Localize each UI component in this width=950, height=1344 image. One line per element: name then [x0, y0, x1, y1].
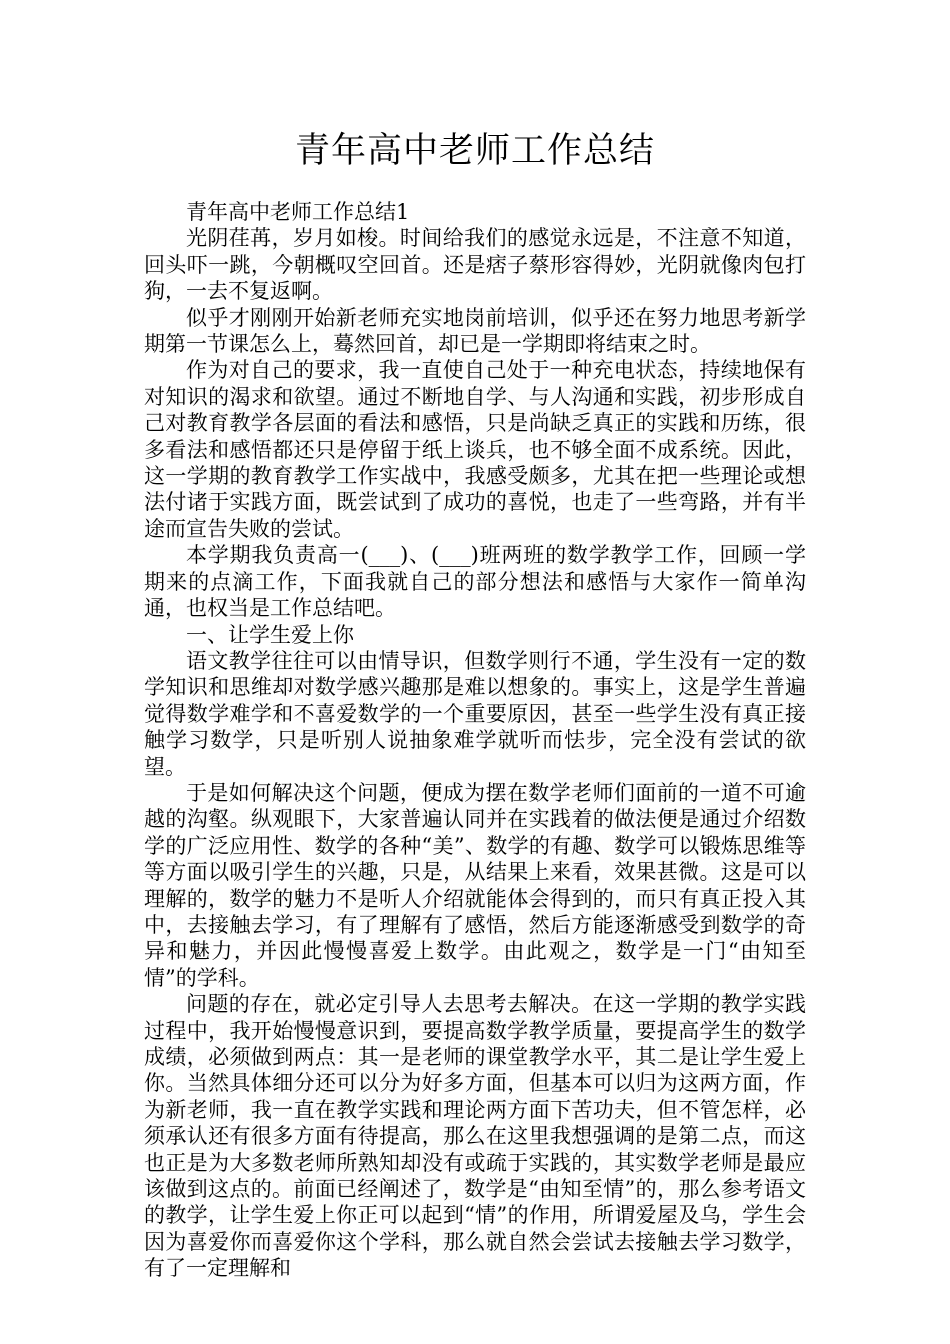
section-heading: 一、让学生爱上你 [186, 622, 354, 647]
paragraph: 光阴荏苒，岁月如梭。时间给我们的感觉永远是，不注意不知道，回头吓一跳，今朝概叹空回首。还是痞子蔡形容得妙，光阴就像肉包打狗，一去不复返啊。 [144, 226, 806, 304]
paragraph: 于是如何解决这个问题，便成为摆在数学老师们面前的一道不可逾越的沟壑。纵观眼下，大家普遍认同并在实践着的做法便是通过介绍数学的广泛应用性、数学的各种“美”、数学的有趣、数学可以锻炼思维等等方面以吸引学生的兴趣，只是，从结果上来看，效果甚微。这是可以理解的，数学的魅力不是听人介绍就能体会得到的，而只有真正投入其中，去接触去学习，有了理解有了感悟，然后方能逐渐感受到数学的奇异和魅力，并因此慢慢喜爱上数学。由此观之，数学是一门“由知至情”的学科。 [144, 780, 806, 990]
paragraph: 问题的存在，就必定引导人去思考去解决。在这一学期的教学实践过程中，我开始慢慢意识到，要提高数学教学质量，要提高学生的数学成绩，必须做到两点：其一是老师的课堂教学水平，其二是让学生爱上你。当然具体细分还可以分为好多方面，但基本可以归为这两方面，作为新老师，我一直在教学实践和理论两方面下苦功夫，但不管怎样，必须承认还有很多方面有待提高，那么在这里我想强调的是第二点，而这也正是为大多数老师所熟知却没有或疏于实践的，其实数学老师是最应该做到这点的。前面已经阐述了，数学是“由知至情”的，那么参考语文的教学，让学生爱上你正可以起到“情”的作用，所谓爱屋及乌，学生会因为喜爱你而喜爱你这个学科，那么就自然会尝试去接触去学习数学，有了一定理解和 [144, 992, 806, 1281]
document-body [144, 199, 806, 1282]
paragraph: 似乎才刚刚开始新老师充实地岗前培训，似乎还在努力地思考新学期第一节课怎么上，蓦然回首，却已是一学期即将结束之时。 [144, 305, 806, 357]
paragraph: 作为对自己的要求，我一直使自己处于一种充电状态，持续地保有对知识的渴求和欲望。通过不断地自学、与人沟通和实践，初步形成自己对教育教学各层面的看法和感悟，只是尚缺乏真正的实践和历练，很多看法和感悟都还只是停留于纸上谈兵，也不够全面不成系统。因此，这一学期的教育教学工作实战中，我感受颇多，尤其在把一些理论或想法付诸于实践方面，既尝试到了成功的喜悦，也走了一些弯路，并有半途而宣告失败的尝试。 [144, 358, 806, 541]
paragraph: 本学期我负责高一(___)、(___)班两班的数学教学工作，回顾一学期来的点滴工作，下面我就自己的部分想法和感悟与大家作一简单沟通，也权当是工作总结吧。 [144, 543, 806, 621]
section-heading: 青年高中老师工作总结1 [186, 200, 410, 224]
paragraph: 语文教学往往可以由情导识，但数学则行不通，学生没有一定的数学知识和思维却对数学感兴趣那是难以想象的。事实上，这是学生普遍觉得数学难学和不喜爱数学的一个重要原因，甚至一些学生没有真正接触学习数学，只是听别人说抽象难学就听而怯步，完全没有尝试的欲望。 [144, 648, 806, 779]
document-title: 青年高中老师工作总结 [294, 131, 655, 171]
